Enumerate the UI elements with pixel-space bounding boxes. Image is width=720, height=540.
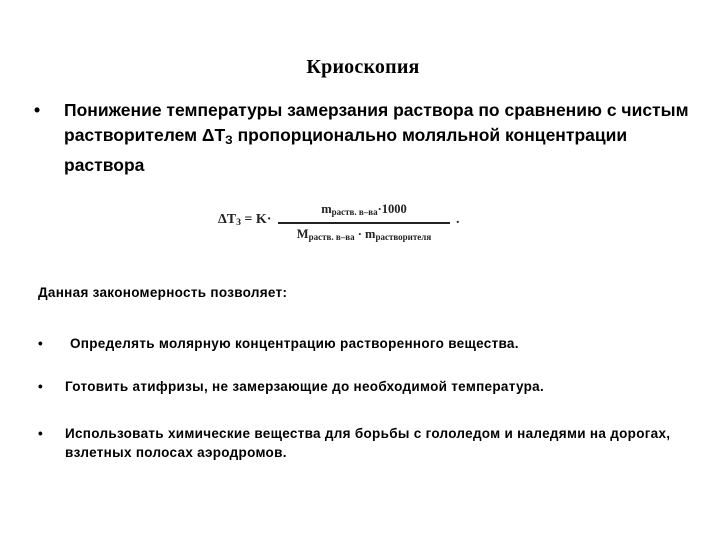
bullet-marker: • <box>38 379 44 394</box>
bullet-marker: • <box>38 426 44 441</box>
formula-numerator <box>278 200 450 221</box>
intro-text: Данная закономерность позволяет: <box>38 285 288 300</box>
formula-lhs <box>218 212 271 228</box>
bullet-marker: • <box>34 100 41 120</box>
numerator-factor: ·1000 <box>377 202 407 216</box>
numerator-m: m <box>321 202 332 216</box>
numerator-subscript: раств. в–ва <box>331 207 378 217</box>
list-item-text: Определять молярную концентрацию растворенного вещества. <box>70 336 519 351</box>
denominator-m: · m <box>354 226 376 241</box>
denominator-molar-mass-subscript: раств. в–ва <box>308 231 355 242</box>
list-item-text: Готовить атифризы, не замерзающие до необходимой температура. <box>65 379 544 394</box>
cryoscopy-formula <box>218 200 460 242</box>
bullet-marker: • <box>38 336 44 351</box>
formula-equals-k: = K· <box>240 212 272 227</box>
fraction-bar <box>278 222 450 224</box>
formula-denominator <box>278 225 450 246</box>
denominator-solvent-subscript: растворителя <box>375 231 432 242</box>
formula-delta-t-subscript: З <box>236 217 241 227</box>
formula-fraction <box>278 200 450 246</box>
main-bullet-text-after: пропорционально моляльной концентрации раствора <box>64 125 628 175</box>
formula-period: . <box>456 212 460 227</box>
main-bullet-text <box>64 98 694 178</box>
delta-t-subscript: З <box>225 133 233 147</box>
slide-title: Криоскопия <box>306 56 420 78</box>
formula-delta-t: ΔT <box>218 212 237 227</box>
list-item-text: Использовать химические вещества для борьбы с гололедом и наледями на дорогах, взлетных полосах аэродромов. <box>65 426 671 460</box>
main-bullet-text-before: Понижение температуры замерзания раствора по сравнению с чистым растворителем <box>64 100 689 145</box>
delta-t-symbol: ΔТ <box>201 125 226 145</box>
denominator-molar-mass: M <box>296 226 309 241</box>
